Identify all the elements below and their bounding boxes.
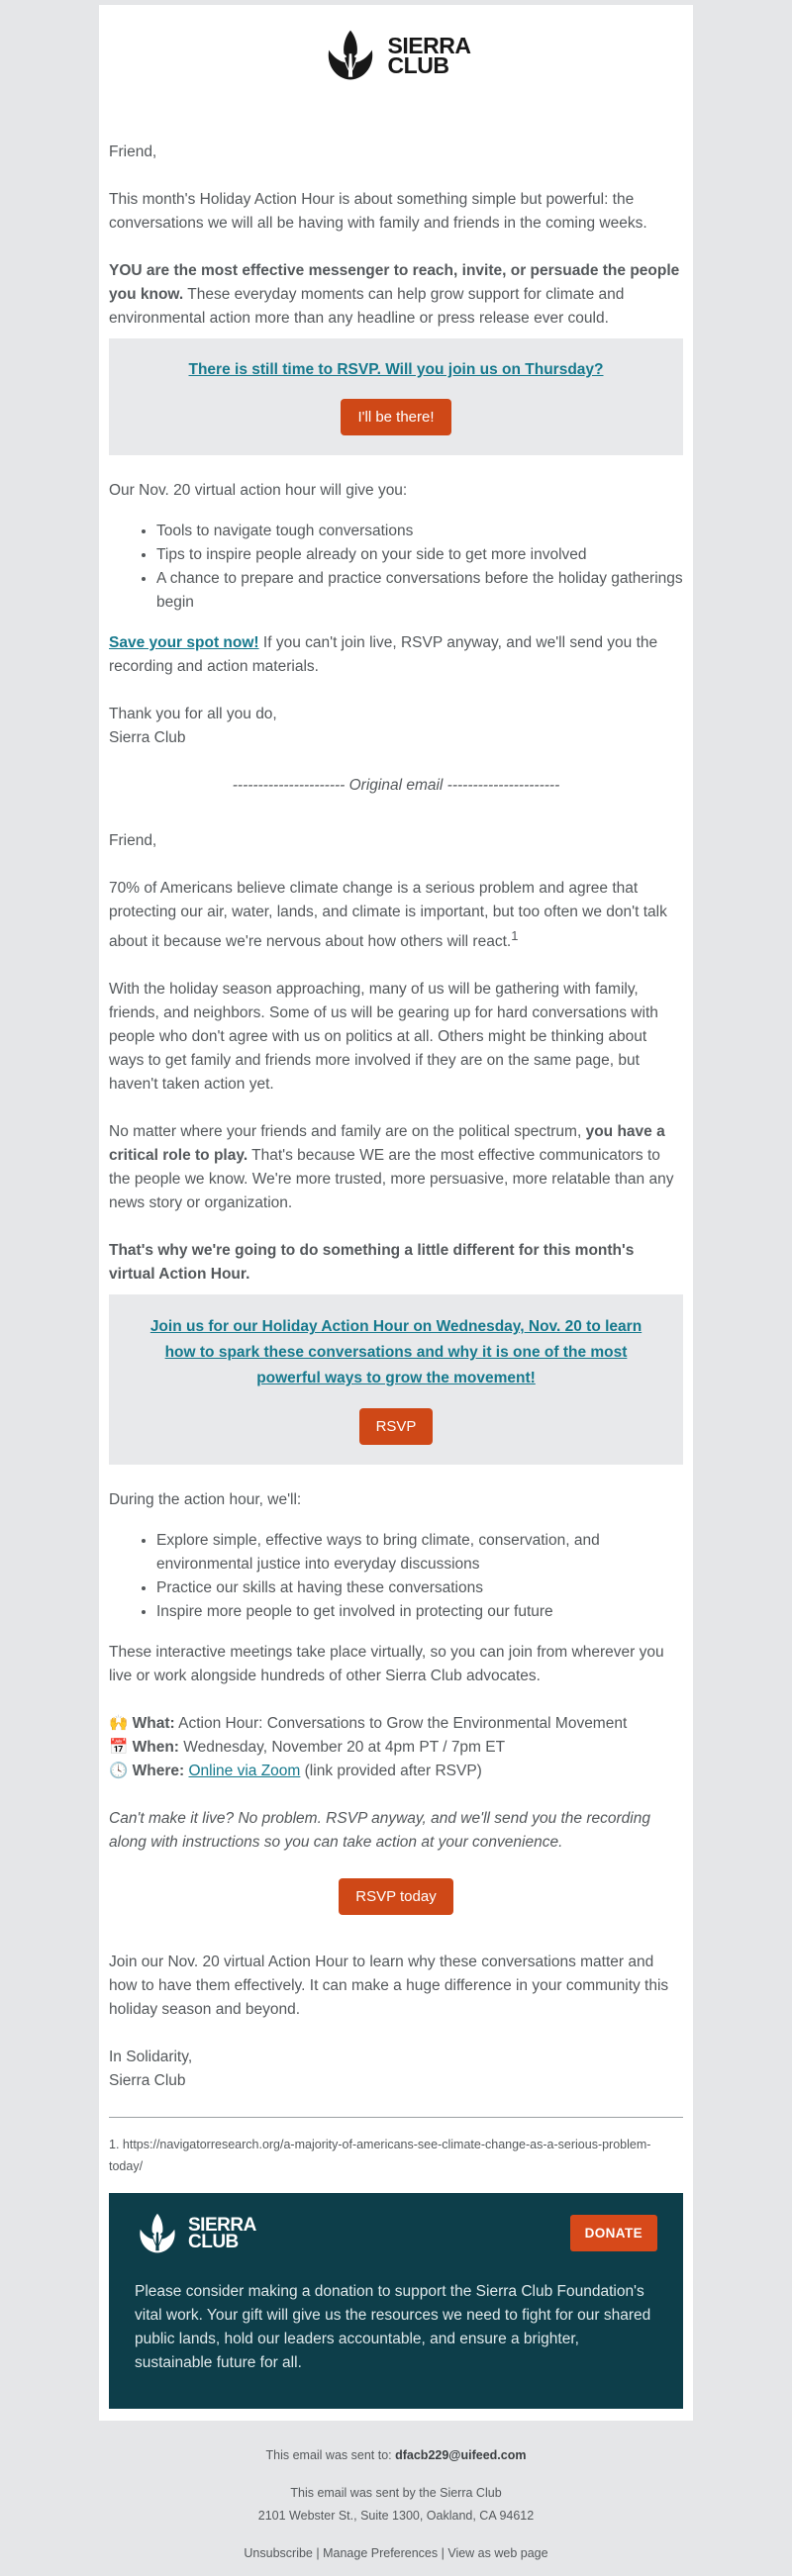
email-page [0,5,792,2576]
footnote-reference: 1 [511,928,519,943]
view-as-web-page-link[interactable]: View as web page [447,2546,548,2561]
sierra-club-wordmark: SIERRA CLUB [188,2215,256,2253]
footnote-citation: 1. https://navigatorresearch.org/a-majority-of-americans-see-climate-change-as-a-serious-problem-today/ [109,2138,651,2174]
original-email-divider: ---------------------- Original email ---------------------- [232,777,560,794]
critical-role-paragraph: No matter where your friends and family are on the political spectrum, you have a critical role to play. That's because WE are the most effective communicators to the people we know. We're more trusted, more persuasive, more relatable than any news story or organization. [109,1123,674,1212]
email-footer [0,2421,792,2576]
list-item: • Practice our skills at having these conversations [156,1576,683,1600]
footer-links: Unsubscribe | Manage Preferences | View as web page [244,2546,548,2561]
rsvp-today-button[interactable]: RSVP today [339,1878,452,1915]
clock-icon: 🕓 [109,1763,129,1780]
give-you-lead: Our Nov. 20 virtual action hour will give you: [109,482,408,499]
online-via-zoom-link[interactable]: Online via Zoom [188,1763,301,1780]
list-item: • Inspire more people to get involved in protecting our future [156,1600,683,1624]
donate-message: Please consider making a donation to support the Sierra Club Foundation's vital work. Your gift will give us the resources we need to fight for our shared public lands, hold our leaders accountable, and ensure a brighter, sustainable future for all. [135,2283,651,2372]
recipient-email: dfacb229@uifeed.com [395,2448,527,2463]
intro-bold-text: YOU are the most effective messenger to reach, invite, or persuade the people you know. [109,262,680,303]
footnote-divider [109,2117,683,2118]
list-item: • Tips to inspire people already on your side to get more involved [156,543,683,567]
save-your-spot-link[interactable]: Save your spot now! [109,634,259,651]
holiday-action-hour-link[interactable]: Join us for our Holiday Action Hour on Wednesday, Nov. 20 to learn how to spark these conversations and why it is one of the most powerful ways to grow the movement! [149,1318,643,1387]
event-when-line: 📅 When: Wednesday, November 20 at 4pm PT / 7pm ET [109,1739,506,1757]
donate-button[interactable]: DONATE [570,2215,657,2251]
sierra-club-logo-footer[interactable] [135,2211,256,2256]
statistic-paragraph: 70% of Americans believe climate change is a serious problem and agree that protecting our air, water, lands, and climate is important, but too often we don't talk about it because we're nervous about how others will react.$^1$ [109,880,667,951]
sierra-club-emblem-icon [135,2211,180,2256]
salutation: Friend, [109,143,157,160]
sent-by-line: This email was sent by the Sierra Club [290,2486,502,2501]
holiday-season-paragraph: With the holiday season approaching, many of us will be gathering with family, friends, and neighbors. Some of us will be gearing up for hard conversations with people who don't agree with us on politics at all. Others might be thinking about ways to get family and friends more involved if they are on the same page, but haven't taken action yet. [109,981,658,1094]
ill-be-there-button[interactable]: I'll be there! [341,399,450,435]
give-you-list [109,520,683,615]
celebrate-icon: 🙌 [109,1715,129,1733]
list-item: • A chance to prepare and practice conversations before the holiday gatherings begin [156,567,683,615]
rsvp-banner-thursday [109,338,683,455]
virtual-note: These interactive meetings take place virtually, so you can join from wherever you live or work alongside hundreds of other Sierra Club advocates. [109,1644,664,1685]
signoff-solidarity: In Solidarity, Sierra Club [109,2049,193,2090]
save-spot-paragraph: Save your spot now! If you can't join live, RSVP anyway, and we'll send you the recording and action materials. [109,634,658,675]
event-details [109,1712,683,1783]
intro-paragraph-2: YOU are the most effective messenger to reach, invite, or persuade the people you know. These everyday moments can help grow support for climate and environmental action more than any headline or press release ever could. [109,262,680,327]
rsvp-thursday-link[interactable]: There is still time to RSVP. Will you join us on Thursday? [188,361,604,378]
rsvp-button[interactable]: RSVP [359,1408,434,1445]
event-where-line: 🕓 Where: Online via Zoom (link provided after RSVP) [109,1763,482,1780]
closing-paragraph: Join our Nov. 20 virtual Action Hour to learn why these conversations matter and how to have them effectively. It can make a huge difference in your community this holiday season and beyond. [109,1954,669,2019]
list-item: • Tools to navigate tough conversations [156,520,683,543]
manage-preferences-link[interactable]: Manage Preferences [323,2546,439,2561]
sierra-club-wordmark: SIERRA CLUB [387,33,471,78]
during-list [109,1529,683,1624]
rsvp-today-wrap [109,1878,683,1915]
donate-panel [109,2193,683,2409]
cant-make-it-paragraph: Can't make it live? No problem. RSVP anyway, and we'll send you the recording along with instructions so you can take action at your convenience. [109,1810,650,1852]
unsubscribe-link[interactable]: Unsubscribe [244,2546,313,2561]
calendar-icon: 📅 [109,1739,129,1757]
postal-address: 2101 Webster St., Suite 1300, Oakland, CA 94612 [257,2509,535,2524]
during-lead: During the action hour, we'll: [109,1491,302,1509]
sierra-club-emblem-icon [322,27,379,84]
sierra-club-logo[interactable] [109,27,683,84]
list-item: • Explore simple, effective ways to bring climate, conservation, and environmental justice into everyday discussions [156,1529,683,1576]
signoff-thank-you: Thank you for all you do, Sierra Club [109,706,277,746]
rsvp-banner-holiday [109,1294,683,1465]
email-card [99,5,693,2421]
salutation-original: Friend, [109,832,157,849]
critical-role-bold: you have a critical role to play. [109,1123,665,1165]
intro-paragraph-1: This month's Holiday Action Hour is about something simple but powerful: the conversations we will all be having with family and friends in the coming weeks. [109,191,647,232]
sent-to-line: This email was sent to: dfacb229@uifeed.com [265,2448,527,2463]
thats-why-bold: That's why we're going to do something a little different for this month's virtual Action Hour. [109,1242,635,1284]
event-what-line: 🙌 What: Action Hour: Conversations to Grow the Environmental Movement [109,1715,628,1733]
